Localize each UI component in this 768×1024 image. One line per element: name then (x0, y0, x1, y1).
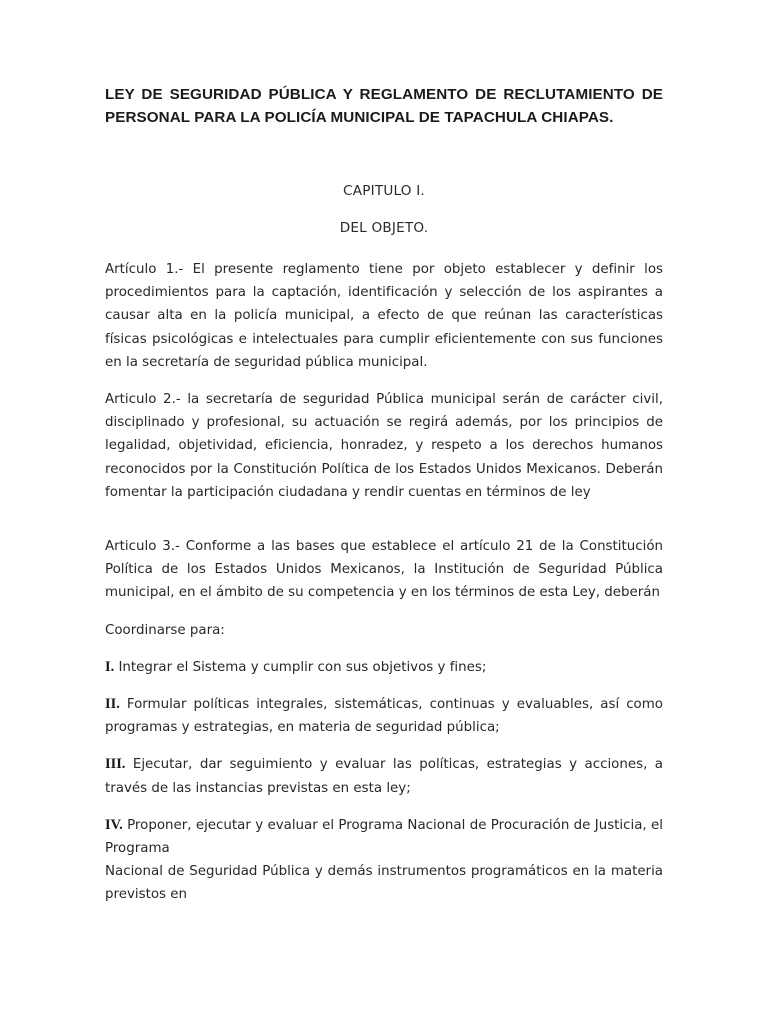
list-numeral: III. (105, 756, 126, 773)
article-paragraph-1: Artículo 1.- El presente reglamento tiene por objeto establecer y definir los procedimientos para la captación, identificación y selección de los aspirantes a causar alta en la policía municipal, a efecto de que reúnan las características físicas psicológicas e intelectuales para cumplir eficientemente con sus funciones en la secretaría de seguridad pública municipal. (105, 262, 663, 370)
list-numeral: I. (105, 658, 115, 675)
list-item-text: Ejecutar, dar seguimiento y evaluar las políticas, estrategias y acciones, a través de las instancias previstas en esta ley; (105, 757, 663, 796)
list-item-text: Integrar el Sistema y cumplir con sus objetivos y fines; (118, 659, 487, 675)
spacer (105, 800, 663, 814)
spacer (105, 679, 663, 693)
list-item-text: Formular políticas integrales, sistemáticas, continuas y evaluables, así como programas y estrategias, en materia de seguridad pública; (105, 697, 663, 736)
chapter-heading: CAPITULO I. (343, 183, 425, 199)
list-item (105, 693, 663, 739)
list-item (105, 656, 663, 679)
list-numeral: IV. (105, 816, 123, 833)
spacer (105, 642, 663, 656)
section-heading: DEL OBJETO. (339, 220, 429, 236)
spacer (105, 504, 663, 535)
page-title: LEY DE SEGURIDAD PÚBLICA Y REGLAMENTO DE RECLUTAMIENTO DE PERSONAL PARA LA POLICÍA MUNICIPAL DE TAPACHULA CHIAPAS. (105, 86, 663, 126)
list-numeral: II. (105, 696, 120, 713)
list-item (105, 753, 663, 799)
spacer (105, 605, 663, 619)
spacer (105, 129, 663, 181)
list-item (105, 814, 663, 860)
document-body (105, 84, 663, 907)
article-paragraph-3: Articulo 3.- Conforme a las bases que establece el artículo 21 de la Constitución Política de los Estados Unidos Mexicanos, la Institución de Seguridad Pública municipal, en el ámbito de su competencia y en los términos de esta Ley, deberán (105, 539, 663, 601)
list-item-continuation: Nacional de Seguridad Pública y demás instrumentos programáticos en la materia previstos en (105, 864, 663, 903)
article-paragraph-2: Articulo 2.- la secretaría de seguridad Pública municipal serán de carácter civil, disciplinado y profesional, su actuación se regirá además, por los principios de legalidad, objetividad, eficiencia, honradez, y respeto a los derechos humanos reconocidos por la Constitución Política de los Estados Unidos Mexicanos. Deberán fomentar la participación ciudadana y rendir cuentas en términos de ley (105, 392, 663, 500)
lead-in-text: Coordinarse para: (105, 622, 225, 638)
spacer (105, 238, 663, 258)
spacer (105, 739, 663, 753)
spacer (105, 374, 663, 388)
spacer (105, 201, 663, 218)
list-item-text: Proponer, ejecutar y evaluar el Programa Nacional de Procuración de Justicia, el Programa (105, 817, 663, 857)
